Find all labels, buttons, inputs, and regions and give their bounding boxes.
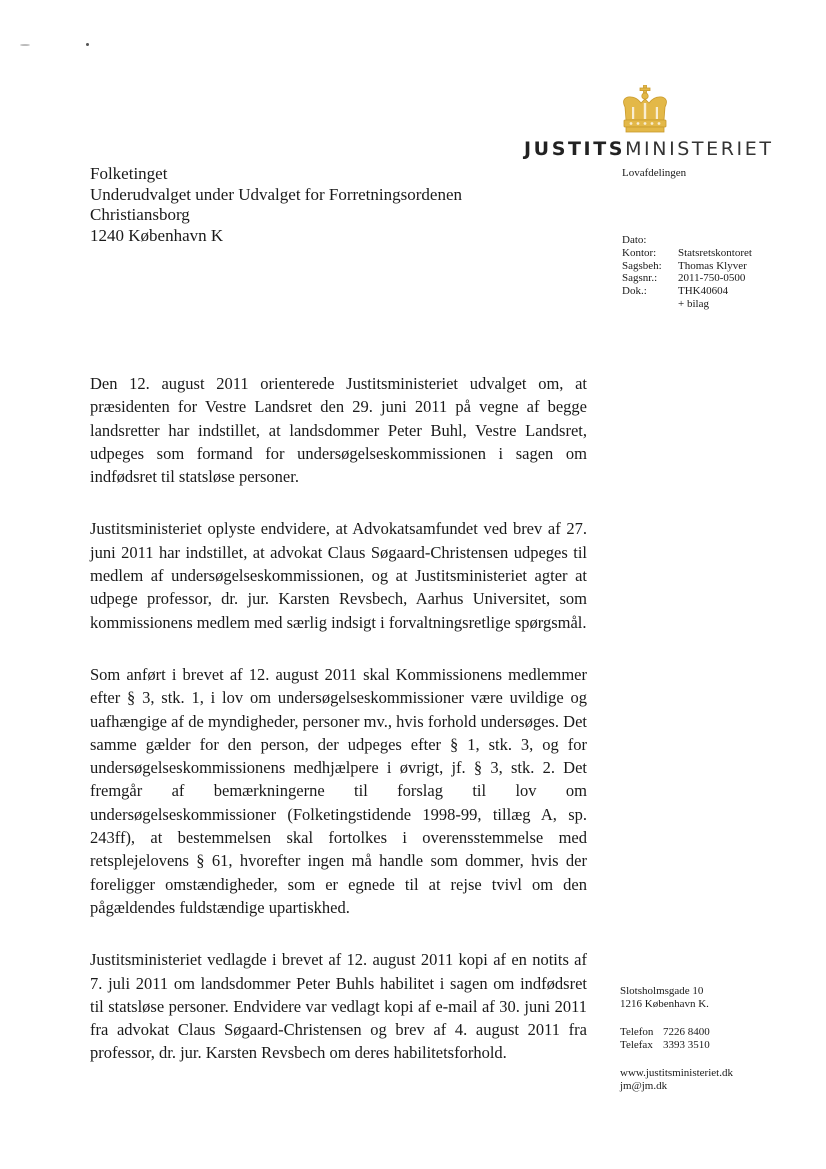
meta-row-office <box>622 247 752 260</box>
address-city: 1216 København K. <box>620 998 709 1011</box>
scan-speck <box>20 44 30 46</box>
letter-body <box>90 372 587 1094</box>
meta-value: + bilag <box>678 297 709 310</box>
address-spacer <box>620 1012 733 1026</box>
fax-row <box>620 1039 733 1052</box>
meta-value: Statsretskontoret <box>678 246 752 259</box>
meta-row-document <box>622 285 752 298</box>
recipient-address <box>90 164 462 246</box>
ministry-name <box>524 138 774 160</box>
meta-label: Sagsnr.: <box>622 272 658 285</box>
meta-label: Kontor: <box>622 246 657 259</box>
meta-label: Dok.: <box>622 285 647 298</box>
phone-row <box>620 1026 733 1039</box>
fax-label: Telefax <box>620 1039 653 1052</box>
meta-row-date <box>622 234 752 247</box>
document-meta <box>622 234 752 311</box>
ministry-name-part-a: JUSTITS <box>524 138 626 160</box>
meta-value: 2011-750-0500 <box>678 272 746 285</box>
meta-row-case-number <box>622 272 752 285</box>
recipient-line: 1240 København K <box>90 225 224 245</box>
recipient-line: Folketinget <box>90 164 168 183</box>
address-street: Slotsholmsgade 10 <box>620 985 704 997</box>
fax-number: 3393 3510 <box>663 1039 710 1052</box>
meta-label <box>622 298 678 311</box>
meta-label: Sagsbeh: <box>622 259 662 272</box>
meta-label: Dato: <box>622 234 647 246</box>
body-paragraph: Justitsministeriet vedlagde i brevet af 12. august 2011 kopi af en notits af 7. juli 2011 om landsdommer Peter Buhls habilitet i sagen om indfødsret til statsløse personer. Endvidere var vedlagt kopi af e-mail af 30. juni 2011 fra advokat Claus Søgaard-Christensen og brev af 4. august 2011 fra professor, dr. jur. Karsten Revsbech om deres habilitetsforhold. <box>90 950 587 1063</box>
ministry-name-part-b: MINISTERIET <box>625 138 774 160</box>
meta-value: Thomas Klyver <box>678 259 747 272</box>
meta-row-handler <box>622 260 752 273</box>
phone-number: 7226 8400 <box>663 1025 710 1038</box>
body-paragraph: Justitsministeriet oplyste endvidere, at Advokatsamfundet ved brev af 27. juni 2011 har indstillet, at advokat Claus Søgaard-Christensen udpeges til medlem af undersøgelseskommissionen, og at Justitsministeriet agter at udpege professor, dr. jur. Karsten Revsbech, Aarhus Universitet, som kommissionens medlem med særlig indsigt i forvaltningsretlige spørgsmål. <box>90 519 587 632</box>
body-paragraph: Den 12. august 2011 orienterede Justitsministeriet udvalget om, at præsidenten for Vestre Landsret den 29. juni 2011 på vegne af begge landsretter har indstillet, at landsdommer Peter Buhl, Vestre Landsret, udpeges som formand for undersøgelseskommissionen i sagen om indfødsret til statsløse personer. <box>90 374 587 487</box>
body-paragraph: Som anført i brevet af 12. august 2011 skal Kommissionens medlemmer efter § 3, stk. 1, i lov om undersøgelseskommissioner være uvildige og uafhængige af de myndigheder, personer mv., hvis forhold undersøges. Det samme gælder for den person, der udpeges efter § 1, stk. 3, og for undersøgelseskommissionens medhjælpere i øvrigt, jf. § 3, stk. 2. Det fremgår af bemærkningerne til forslag til lov om undersøgelseskommissioner (Folketingstidende 1998-99, tillæg A, sp. 243ff), at bestemmelsen skal fortolkes i overensstemmelse med retsplejelovens § 61, hvorefter ingen må handle som dommer, hvis der foreligger omstændigheder, som er egnede til at rejse tvivl om den pågældendes fuldstændige upartiskhed. <box>90 664 587 917</box>
scan-speck <box>86 43 89 46</box>
recipient-line: Christiansborg <box>90 205 190 224</box>
address-spacer <box>620 1053 733 1067</box>
meta-row-attachment <box>622 298 752 311</box>
royal-crown-icon <box>617 85 673 135</box>
recipient-line: Underudvalget under Udvalget for Forretningsordenen <box>90 184 462 204</box>
website-link[interactable]: www.justitsministeriet.dk <box>620 1066 733 1079</box>
email-link[interactable]: jm@jm.dk <box>620 1080 668 1093</box>
division-label: Lovafdelingen <box>622 167 687 179</box>
phone-label: Telefon <box>620 1025 654 1038</box>
ministry-address <box>620 985 733 1093</box>
meta-value: THK40604 <box>678 285 729 298</box>
